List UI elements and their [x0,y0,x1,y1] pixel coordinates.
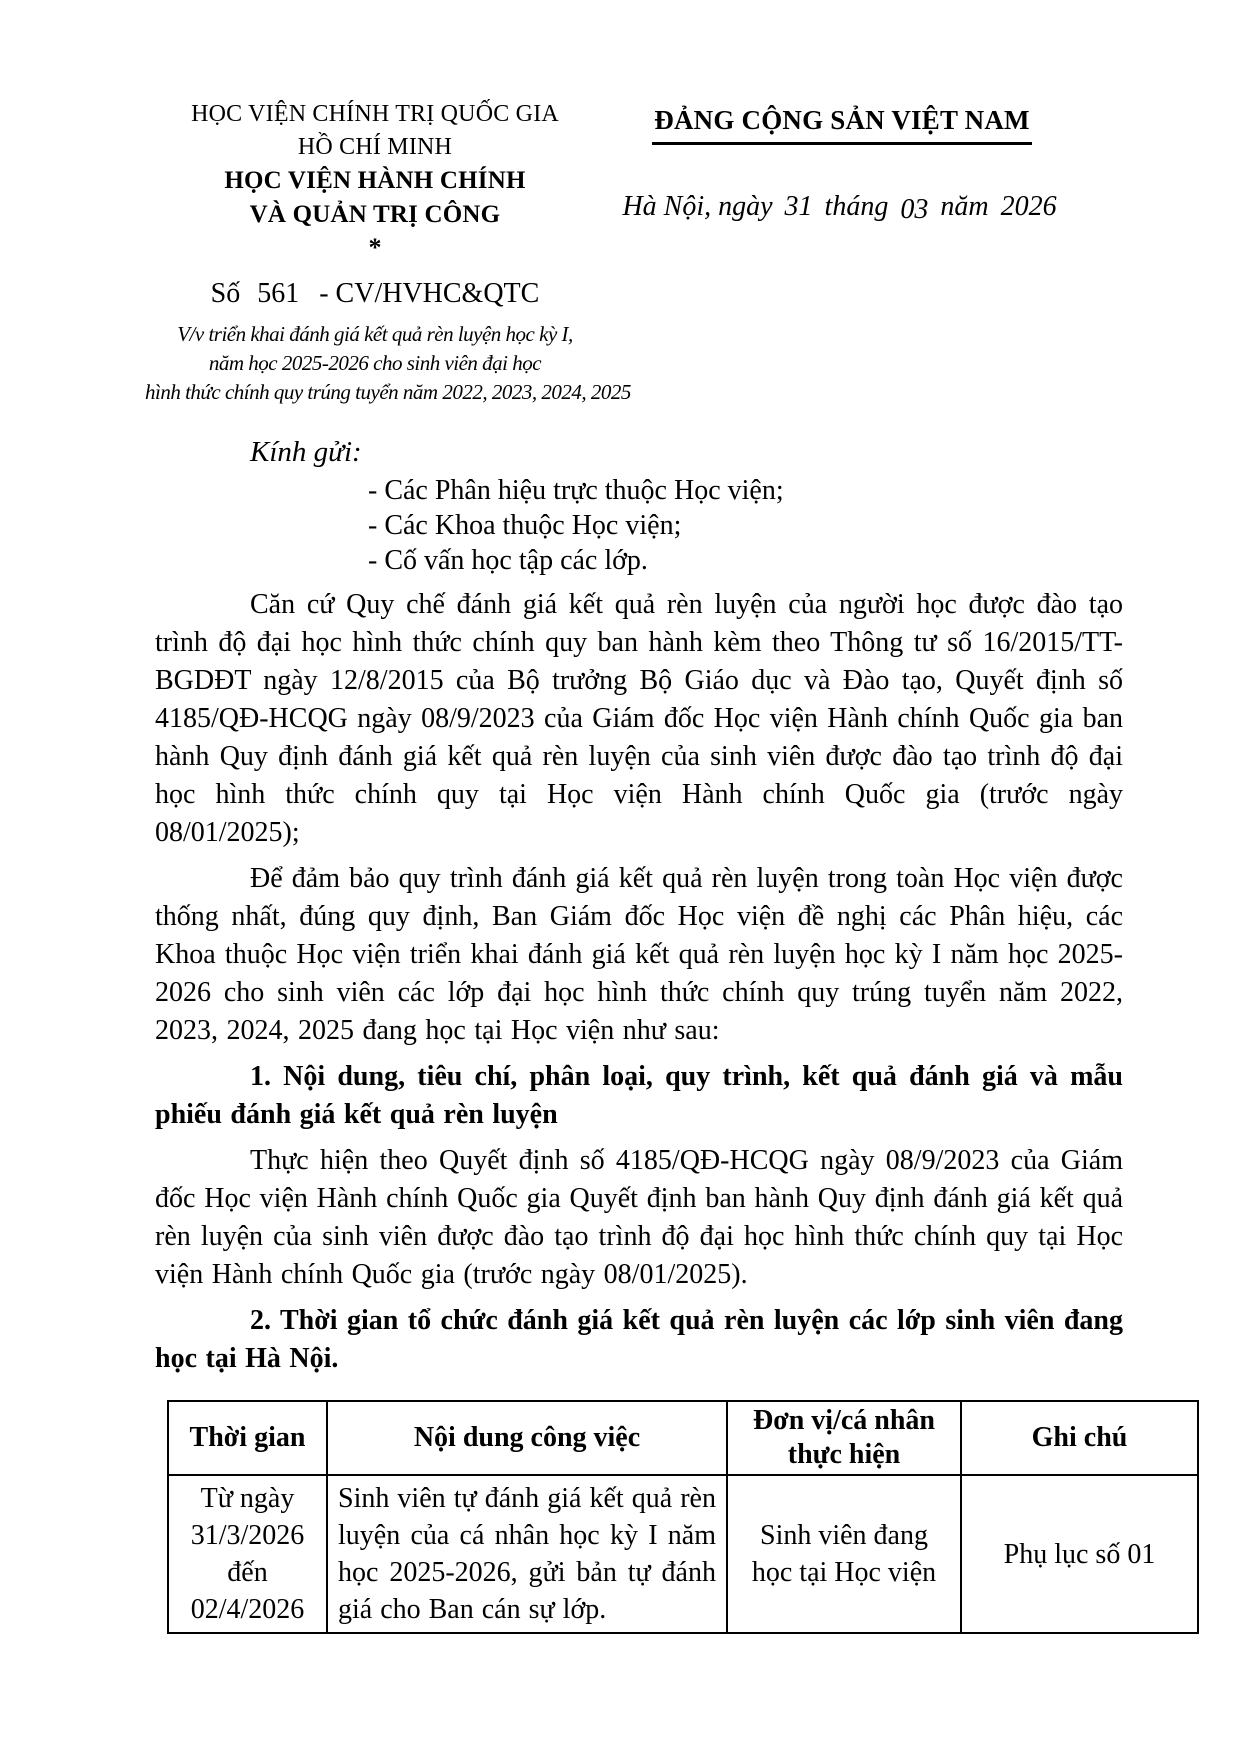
paragraph-purpose: Để đảm bảo quy trình đánh giá kết quả rèn luyện trong toàn Học viện được thống nhất, đúng quy định, Ban Giám đốc Học viện đề nghị các Phân hiệu, các Khoa thuộc Học viện triển khai đánh giá kết quả rèn luyện học kỳ I năm học 2025-2026 cho sinh viên các lớp đại học hình thức chính quy trúng tuyển năm 2022, 2023, 2024, 2025 đang học tại Học viện như sau: [155,863,1123,1046]
date-day: 31 [784,191,813,222]
salutation: Kính gửi: [250,436,362,468]
party-motto: ĐẢNG CỘNG SẢN VIỆT NAM [652,102,1031,145]
time-line: Từ ngày [200,1483,295,1514]
table-row [168,1475,1198,1633]
doc-number-suffix: - CV/HVHC&QTC [319,278,540,309]
date-year: 2026 [1000,191,1057,222]
cell-time [168,1475,327,1633]
section-heading-1: 1. Nội dung, tiêu chí, phân loại, quy trình, kết quả đánh giá và mẫu phiếu đánh giá kết quả rèn luyện [155,1061,1123,1130]
date-month-label: tháng [824,191,889,222]
date-prefix: Hà Nội, ngày [622,191,773,222]
document-body [155,433,1156,1634]
org-name-line-2: VÀ QUẢN TRỊ CÔNG [249,201,501,228]
date-year-label: năm [940,191,989,222]
subject-line-1: V/v triển khai đánh giá kết quả rèn luyện học kỳ I, [177,322,573,346]
parent-org-line-1: HỌC VIỆN CHÍNH TRỊ QUỐC GIA [191,101,559,127]
place-date-line [605,191,1079,223]
recipient-list [368,473,1123,578]
doc-number-value: 561 [257,278,300,309]
parent-org-line-2: HỒ CHÍ MINH [297,134,453,160]
paragraph-section-1: Thực hiện theo Quyết định số 4185/QĐ-HCQG ngày 08/9/2023 của Giám đốc Học viện Hành chính Quốc gia Quyết định ban hành Quy định đánh giá kết quả rèn luyện của sinh viên được đào tạo trình độ đại học hình thức chính quy tại Học viện Hành chính Quốc gia (trước ngày 08/01/2025). [155,1145,1123,1290]
org-separator-star: * [368,233,382,262]
recipient-item: - Cố vấn học tập các lớp. [368,545,648,576]
cell-task: Sinh viên tự đánh giá kết quả rèn luyện của cá nhân học kỳ I năm học 2025-2026, gửi bản tự đánh giá cho Ban cán sự lớp. [327,1475,727,1633]
table-header-row [168,1401,1198,1475]
document-header [0,0,1241,407]
national-header-block [605,98,1079,407]
doc-number-label: Số [210,278,241,309]
recipient-item: - Các Khoa thuộc Học viện; [368,510,682,541]
subject-line-3: hình thức chính quy trúng tuyển năm 2022, 2023, 2024, 2025 [145,380,631,404]
time-line: đến [227,1557,268,1588]
col-header-time: Thời gian [168,1401,327,1475]
cell-note: Phụ lục số 01 [961,1475,1198,1633]
col-header-executor: Đơn vị/cá nhân thực hiện [727,1401,961,1475]
section-heading-2: 2. Thời gian tổ chức đánh giá kết quả rèn luyện các lớp sinh viên đang học tại Hà Nội. [155,1305,1123,1374]
date-month: 03 [900,194,929,225]
time-line: 31/3/2026 [190,1520,305,1551]
cell-executor: Sinh viên đang học tại Học viện [727,1475,961,1633]
doc-number-line [145,278,605,310]
paragraph-legal-basis: Căn cứ Quy chế đánh giá kết quả rèn luyện của người học được đào tạo trình độ đại học hình thức chính quy ban hành kèm theo Thông tư số 16/2015/TT-BGDĐT ngày 12/8/2015 của Bộ trưởng Bộ Giáo dục và Đào tạo, Quyết định số 4185/QĐ-HCQG ngày 08/9/2023 của Giám đốc Học viện Hành chính Quốc gia ban hành Quy định đánh giá kết quả rèn luyện của sinh viên được đào tạo trình độ đại học hình thức chính quy tại Học viện Hành chính Quốc gia (trước ngày 08/01/2025); [155,589,1123,848]
col-header-note: Ghi chú [961,1401,1198,1475]
subject-line-2: năm học 2025-2026 cho sinh viên đại học [208,351,542,375]
subject-block [145,320,631,407]
recipient-item: - Các Phân hiệu trực thuộc Học viện; [368,475,784,506]
time-line: 02/4/2026 [190,1594,305,1625]
schedule-table [167,1400,1199,1634]
col-header-task: Nội dung công việc [327,1401,727,1475]
org-name-line-1: HỌC VIỆN HÀNH CHÍNH [224,167,526,194]
issuing-org-block [145,98,631,407]
